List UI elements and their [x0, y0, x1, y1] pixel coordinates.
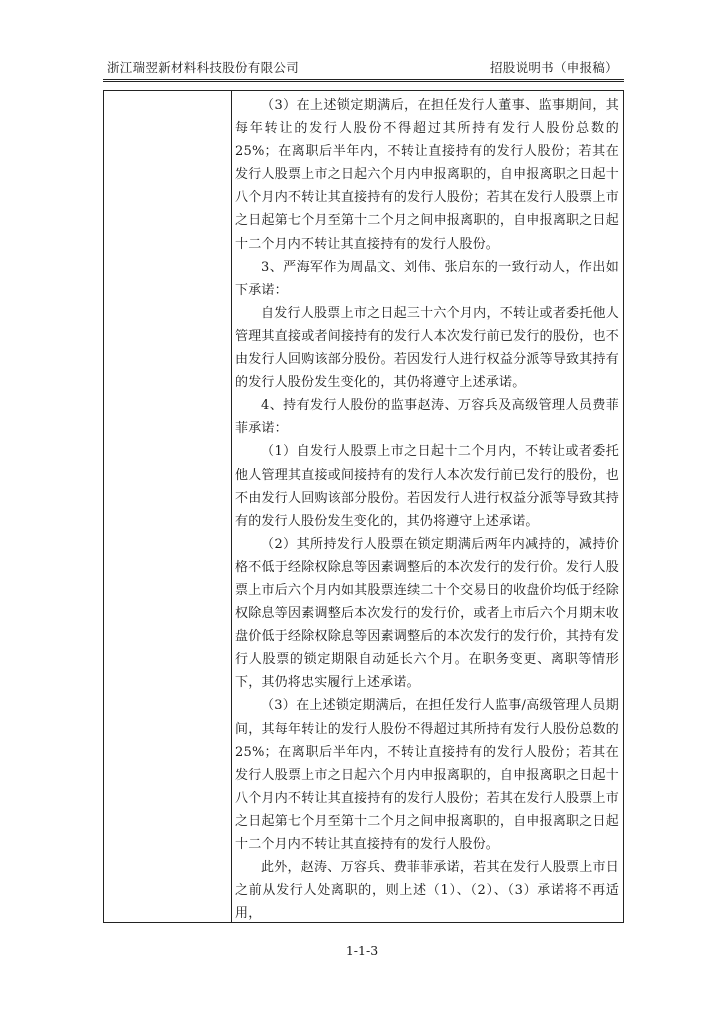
- paragraph-4: 4、持有发行人股份的监事赵涛、万容兵及高级管理人员费菲菲承诺：: [235, 398, 619, 437]
- company-name: 浙江瑞翌新材料科技股份有限公司: [107, 60, 300, 75]
- document-type: 招股说明书（申报稿）: [489, 60, 618, 75]
- paragraph-3: 自发行人股票上市之日起三十六个月内，不转让或者委托他人管理其直接或者间接持有的发行人本次发行前已发行的股份，也不由发行人回购该部分股份。若因发行人进行权益分派等导致其持有的发行人股份发生变化的，其仍将遵守上述承诺。: [235, 305, 619, 391]
- paragraph-7: （3）在上述锁定期满后，在担任发行人监事/高级管理人员期间，其每年转让的发行人股份不得超过其所持有发行人股份总数的 25%；在离职后半年内，不转让直接持有的发行人股份；若其在发行人股票上市之日起六个月内申报离职的，自申报离职之日起十八个月内不转让其直接持有的发行人股份；若其在发行人股票上市之日起第七个月至第十二个月之间申报离职的，自申报离职之日起十二个月内不转让其直接持有的发行人股份。: [235, 698, 619, 852]
- paragraph-5: （1）自发行人股票上市之日起十二个月内，不转让或者委托他人管理其直接或间接持有的发行人本次发行前已发行的股份，也不由发行人回购该部分股份。若因发行人进行权益分派等导致其持有的发行人股份发生变化的，其仍将遵守上述承诺。: [235, 444, 619, 529]
- page-number: 1-1-3: [345, 943, 379, 958]
- page-header: [103, 58, 624, 76]
- header-rule: [103, 79, 624, 80]
- commitment-content-cell: [235, 94, 619, 925]
- paragraph-8: 此外，赵涛、万容兵、费菲菲承诺，若其在发行人股票上市日之前从发行人处离职的，则上述（1）、（2）、（3）承诺将不再适用，: [235, 860, 619, 922]
- column-divider: [231, 91, 232, 922]
- paragraph-2: 3、严海军作为周晶文、刘伟、张启东的一致行动人，作出如下承诺：: [235, 259, 619, 298]
- commitment-table: [103, 90, 624, 923]
- paragraph-6: （2）其所持发行人股票在锁定期满后两年内减持的，减持价格不低于经除权除息等因素调整后的本次发行的发行价。发行人股票上市后六个月内如其股票连续二十个交易日的收盘价均低于经除权除息等因素调整后本次发行的发行价，或者上市后六个月期末收盘价低于经除权除息等因素调整后的本次发行的发行价，其持有发行人股票的锁定期限自动延长六个月。在职务变更、离职等情形下，其仍将忠实履行上述承诺。: [235, 536, 619, 691]
- paragraph-1: （3）在上述锁定期满后，在担任发行人董事、监事期间，其每年转让的发行人股份不得超过其所持有发行人股份总数的 25%；在离职后半年内，不转让直接持有的发行人股份；若其在发行人股票上市之日起六个月内申报离职的，自申报离职之日起十八个月内不转让其直接持有的发行人股份；若其在发行人股票上市之日起第七个月至第十二个月之间申报离职的，自申报离职之日起十二个月内不转让其直接持有的发行人股份。: [235, 98, 619, 252]
- header-rule-secondary: [103, 81, 624, 82]
